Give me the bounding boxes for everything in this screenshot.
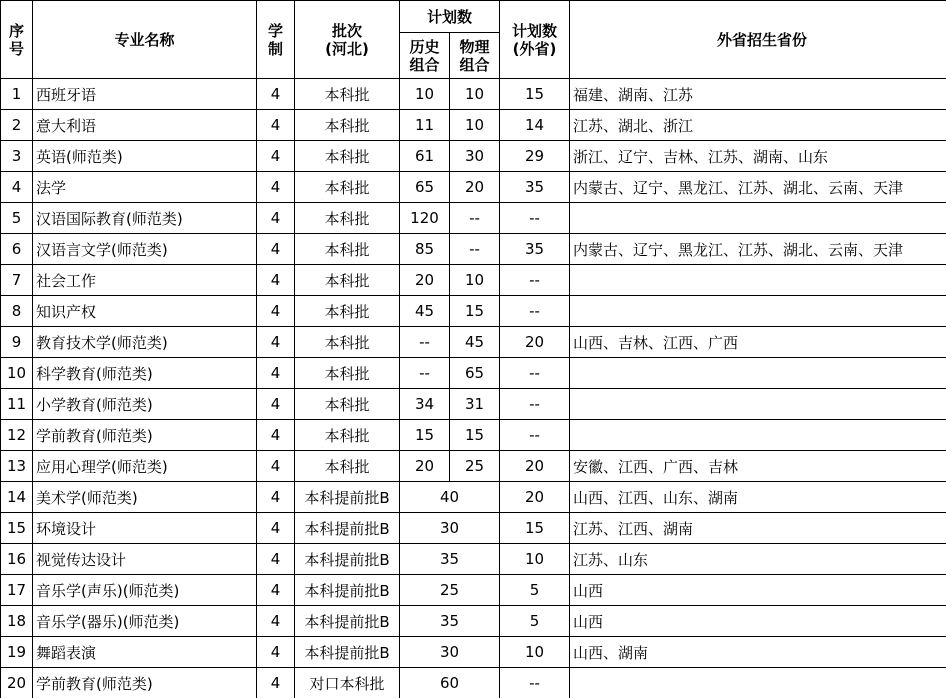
cell-plan-physics[interactable]: --: [450, 234, 500, 265]
cell-plan-physics[interactable]: 25: [450, 451, 500, 482]
cell-batch[interactable]: 本科批: [295, 296, 400, 327]
cell-plan-out[interactable]: 10: [500, 637, 570, 668]
cell-major[interactable]: 科学教育(师范类): [33, 358, 257, 389]
cell-years[interactable]: 4: [257, 141, 295, 172]
cell-years[interactable]: 4: [257, 327, 295, 358]
cell-plan[interactable]: 35: [400, 544, 500, 575]
cell-years[interactable]: 4: [257, 513, 295, 544]
header-plan-history[interactable]: 历史 组合: [400, 33, 450, 79]
cell-seq[interactable]: 20: [1, 668, 33, 698]
cell-plan-out[interactable]: 5: [500, 575, 570, 606]
table-row: [1, 606, 946, 637]
cell-major[interactable]: 环境设计: [33, 513, 257, 544]
cell-years[interactable]: 4: [257, 451, 295, 482]
cell-batch[interactable]: 对口本科批: [295, 668, 400, 698]
cell-years[interactable]: 4: [257, 389, 295, 420]
cell-major[interactable]: 学前教育(师范类): [33, 668, 257, 698]
cell-plan[interactable]: 60: [400, 668, 500, 698]
cell-plan-physics[interactable]: --: [450, 203, 500, 234]
cell-provinces[interactable]: 福建、湖南、江苏: [570, 79, 946, 110]
cell-batch[interactable]: 本科批: [295, 420, 400, 451]
cell-batch[interactable]: 本科批: [295, 203, 400, 234]
cell-plan-out[interactable]: 15: [500, 513, 570, 544]
cell-years[interactable]: 4: [257, 265, 295, 296]
cell-provinces[interactable]: 安徽、江西、广西、吉林: [570, 451, 946, 482]
cell-major[interactable]: 教育技术学(师范类): [33, 327, 257, 358]
cell-major[interactable]: 应用心理学(师范类): [33, 451, 257, 482]
cell-seq[interactable]: 11: [1, 389, 33, 420]
table-row: [1, 575, 946, 606]
cell-plan-out[interactable]: 35: [500, 234, 570, 265]
table-row: [1, 389, 946, 420]
header-plan-physics[interactable]: 物理 组合: [450, 33, 500, 79]
cell-seq[interactable]: 2: [1, 110, 33, 141]
table-row: [1, 172, 946, 203]
cell-seq[interactable]: 10: [1, 358, 33, 389]
cell-plan-out[interactable]: 20: [500, 327, 570, 358]
cell-major[interactable]: 音乐学(器乐)(师范类): [33, 606, 257, 637]
cell-seq[interactable]: 3: [1, 141, 33, 172]
cell-major[interactable]: 小学教育(师范类): [33, 389, 257, 420]
table-row: [1, 358, 946, 389]
cell-batch[interactable]: 本科批: [295, 79, 400, 110]
cell-plan[interactable]: 25: [400, 575, 500, 606]
cell-plan-physics[interactable]: 45: [450, 327, 500, 358]
cell-provinces[interactable]: 山西、江西、山东、湖南: [570, 482, 946, 513]
cell-plan-out[interactable]: --: [500, 358, 570, 389]
header-plan-out[interactable]: 计划数 (外省): [500, 1, 570, 79]
cell-plan-out[interactable]: 14: [500, 110, 570, 141]
cell-batch[interactable]: 本科提前批B: [295, 637, 400, 668]
cell-plan-history[interactable]: 10: [400, 79, 450, 110]
cell-plan-history[interactable]: 20: [400, 451, 450, 482]
header-seq-label: 序号: [8, 21, 24, 58]
cell-years[interactable]: 4: [257, 575, 295, 606]
cell-plan-out[interactable]: 20: [500, 451, 570, 482]
cell-provinces[interactable]: 江苏、江西、湖南: [570, 513, 946, 544]
cell-seq[interactable]: 13: [1, 451, 33, 482]
cell-batch[interactable]: 本科批: [295, 172, 400, 203]
cell-years[interactable]: 4: [257, 668, 295, 698]
cell-plan-out[interactable]: 20: [500, 482, 570, 513]
table-row: [1, 203, 946, 234]
cell-plan-out[interactable]: 35: [500, 172, 570, 203]
cell-batch[interactable]: 本科提前批B: [295, 544, 400, 575]
cell-years[interactable]: 4: [257, 203, 295, 234]
cell-provinces[interactable]: 江苏、湖北、浙江: [570, 110, 946, 141]
cell-plan-history[interactable]: 20: [400, 265, 450, 296]
table-row: [1, 513, 946, 544]
cell-batch[interactable]: 本科批: [295, 327, 400, 358]
cell-major[interactable]: 意大利语: [33, 110, 257, 141]
cell-years[interactable]: 4: [257, 296, 295, 327]
table-row: [1, 79, 946, 110]
cell-years[interactable]: 4: [257, 110, 295, 141]
cell-provinces[interactable]: [570, 420, 946, 451]
cell-years[interactable]: 4: [257, 606, 295, 637]
cell-plan-history[interactable]: 61: [400, 141, 450, 172]
cell-seq[interactable]: 19: [1, 637, 33, 668]
cell-years[interactable]: 4: [257, 637, 295, 668]
table-row: [1, 110, 946, 141]
header-batch[interactable]: 批次 (河北): [295, 1, 400, 79]
cell-batch[interactable]: 本科提前批B: [295, 513, 400, 544]
cell-plan-history[interactable]: 65: [400, 172, 450, 203]
cell-plan-history[interactable]: 45: [400, 296, 450, 327]
table-row: [1, 327, 946, 358]
cell-provinces[interactable]: [570, 265, 946, 296]
cell-plan-history[interactable]: 34: [400, 389, 450, 420]
cell-years[interactable]: 4: [257, 172, 295, 203]
cell-seq[interactable]: 16: [1, 544, 33, 575]
cell-batch[interactable]: 本科批: [295, 110, 400, 141]
cell-provinces[interactable]: 山西、吉林、江西、广西: [570, 327, 946, 358]
cell-major[interactable]: 汉语言文学(师范类): [33, 234, 257, 265]
cell-provinces[interactable]: [570, 668, 946, 698]
cell-years[interactable]: 4: [257, 358, 295, 389]
cell-major[interactable]: 社会工作: [33, 265, 257, 296]
table-row: [1, 668, 946, 698]
cell-seq[interactable]: 8: [1, 296, 33, 327]
cell-major[interactable]: 视觉传达设计: [33, 544, 257, 575]
cell-plan-out[interactable]: --: [500, 265, 570, 296]
cell-major[interactable]: 知识产权: [33, 296, 257, 327]
cell-provinces[interactable]: 山西: [570, 575, 946, 606]
cell-plan-physics[interactable]: 20: [450, 172, 500, 203]
cell-batch[interactable]: 本科批: [295, 358, 400, 389]
cell-seq[interactable]: 4: [1, 172, 33, 203]
header-years[interactable]: [257, 1, 295, 79]
cell-provinces[interactable]: 山西: [570, 606, 946, 637]
cell-batch[interactable]: 本科提前批B: [295, 575, 400, 606]
cell-provinces[interactable]: 内蒙古、辽宁、黑龙江、江苏、湖北、云南、天津: [570, 172, 946, 203]
cell-major[interactable]: 美术学(师范类): [33, 482, 257, 513]
cell-plan[interactable]: 30: [400, 513, 500, 544]
cell-plan-physics[interactable]: 31: [450, 389, 500, 420]
cell-provinces[interactable]: 山西、湖南: [570, 637, 946, 668]
cell-batch[interactable]: 本科批: [295, 265, 400, 296]
cell-plan-out[interactable]: 15: [500, 79, 570, 110]
table-header: [1, 1, 946, 79]
header-plan[interactable]: 计划数: [400, 1, 500, 33]
cell-provinces[interactable]: 内蒙古、辽宁、黑龙江、江苏、湖北、云南、天津: [570, 234, 946, 265]
table-row: [1, 141, 946, 172]
header-major[interactable]: 专业名称: [33, 1, 257, 79]
cell-years[interactable]: 4: [257, 234, 295, 265]
cell-batch[interactable]: 本科批: [295, 451, 400, 482]
cell-years[interactable]: 4: [257, 79, 295, 110]
cell-batch[interactable]: 本科批: [295, 389, 400, 420]
cell-seq[interactable]: 5: [1, 203, 33, 234]
cell-major[interactable]: 汉语国际教育(师范类): [33, 203, 257, 234]
cell-plan-physics[interactable]: 10: [450, 265, 500, 296]
cell-provinces[interactable]: [570, 358, 946, 389]
header-provinces[interactable]: 外省招生省份: [570, 1, 946, 79]
cell-seq[interactable]: 12: [1, 420, 33, 451]
cell-major[interactable]: 音乐学(声乐)(师范类): [33, 575, 257, 606]
cell-plan-history[interactable]: 15: [400, 420, 450, 451]
cell-provinces[interactable]: [570, 389, 946, 420]
cell-seq[interactable]: 14: [1, 482, 33, 513]
table-row: [1, 420, 946, 451]
header-seq[interactable]: [1, 1, 33, 79]
table-body: [1, 79, 946, 698]
cell-years[interactable]: 4: [257, 482, 295, 513]
cell-provinces[interactable]: 浙江、辽宁、吉林、江苏、湖南、山东: [570, 141, 946, 172]
cell-plan-out[interactable]: --: [500, 203, 570, 234]
cell-batch[interactable]: 本科批: [295, 234, 400, 265]
cell-years[interactable]: 4: [257, 420, 295, 451]
header-years-label: 学制: [267, 21, 283, 58]
cell-batch[interactable]: 本科提前批B: [295, 482, 400, 513]
cell-plan-physics[interactable]: 10: [450, 79, 500, 110]
cell-plan-history[interactable]: 120: [400, 203, 450, 234]
cell-seq[interactable]: 7: [1, 265, 33, 296]
cell-plan-out[interactable]: 10: [500, 544, 570, 575]
cell-plan-history[interactable]: 11: [400, 110, 450, 141]
cell-plan-physics[interactable]: 30: [450, 141, 500, 172]
table-row: [1, 234, 946, 265]
cell-plan-out[interactable]: --: [500, 296, 570, 327]
cell-plan-physics[interactable]: 10: [450, 110, 500, 141]
table-row: [1, 451, 946, 482]
cell-major[interactable]: 舞蹈表演: [33, 637, 257, 668]
cell-major[interactable]: 法学: [33, 172, 257, 203]
cell-major[interactable]: 英语(师范类): [33, 141, 257, 172]
cell-plan-physics[interactable]: 15: [450, 420, 500, 451]
cell-plan-history[interactable]: 85: [400, 234, 450, 265]
cell-seq[interactable]: 9: [1, 327, 33, 358]
cell-seq[interactable]: 18: [1, 606, 33, 637]
table-row: [1, 482, 946, 513]
cell-seq[interactable]: 1: [1, 79, 33, 110]
table-row: [1, 296, 946, 327]
cell-batch[interactable]: 本科提前批B: [295, 606, 400, 637]
cell-seq[interactable]: 15: [1, 513, 33, 544]
cell-plan-history[interactable]: --: [400, 327, 450, 358]
cell-seq[interactable]: 6: [1, 234, 33, 265]
cell-plan-physics[interactable]: 65: [450, 358, 500, 389]
table-row: [1, 265, 946, 296]
cell-plan[interactable]: 35: [400, 606, 500, 637]
cell-seq[interactable]: 17: [1, 575, 33, 606]
cell-provinces[interactable]: 江苏、山东: [570, 544, 946, 575]
table-row: [1, 544, 946, 575]
table-row: [1, 637, 946, 668]
cell-plan-out[interactable]: --: [500, 668, 570, 698]
cell-plan-out[interactable]: 5: [500, 606, 570, 637]
cell-years[interactable]: 4: [257, 544, 295, 575]
cell-provinces[interactable]: [570, 296, 946, 327]
cell-plan-out[interactable]: --: [500, 420, 570, 451]
cell-provinces[interactable]: [570, 203, 946, 234]
cell-plan-history[interactable]: --: [400, 358, 450, 389]
cell-plan-physics[interactable]: 15: [450, 296, 500, 327]
cell-plan-out[interactable]: --: [500, 389, 570, 420]
cell-major[interactable]: 学前教育(师范类): [33, 420, 257, 451]
cell-plan[interactable]: 40: [400, 482, 500, 513]
cell-plan[interactable]: 30: [400, 637, 500, 668]
cell-batch[interactable]: 本科批: [295, 141, 400, 172]
cell-plan-out[interactable]: 29: [500, 141, 570, 172]
cell-major[interactable]: 西班牙语: [33, 79, 257, 110]
